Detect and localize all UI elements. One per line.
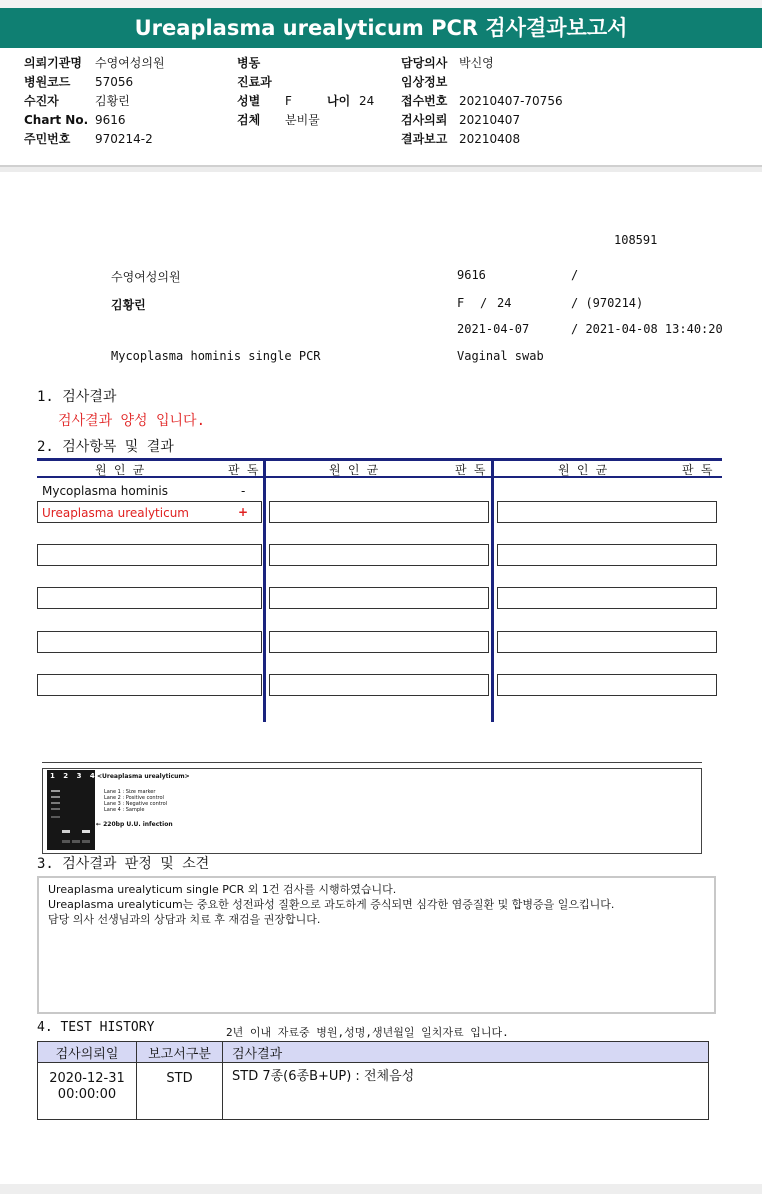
gel-band-label-text: 220bp U.U. infection [103, 821, 173, 828]
info-label: 임상정보 [401, 75, 448, 89]
info-value: 수영여성의원 [95, 56, 165, 70]
history-note: 2년 이내 자료중 병원,성명,생년월일 일치자료 입니다. [226, 1026, 509, 1039]
gel-legend-item: Lane 3 : Negative control [104, 801, 168, 807]
grid-cell [497, 587, 717, 609]
gel-legend-item: Lane 4 : Sample [104, 807, 145, 813]
gel-band-label: ← 220bp U.U. infection [96, 821, 173, 828]
info-label: Chart No. [24, 113, 89, 127]
history-header: 보고서구분 [137, 1042, 223, 1063]
opinion-box [37, 876, 716, 1014]
info-value: 20210407 [459, 113, 521, 127]
grid-header-result: 판 독 [455, 463, 486, 477]
grid-cell [37, 674, 262, 696]
report-chart: 9616 [457, 268, 486, 282]
grid-cell [269, 631, 489, 653]
organism-result: - [241, 484, 246, 498]
report-institution: 수영여성의원 [111, 270, 181, 284]
section-2-title: 2. 검사항목 및 결과 [37, 439, 174, 455]
report-title: Ureaplasma urealyticum PCR 검사결과보고서 [0, 8, 762, 48]
info-value: 분비물 [285, 113, 320, 127]
info-label: 병동 [237, 56, 261, 70]
gel-legend [104, 789, 167, 813]
grid-header-organism: 원 인 균 [329, 463, 379, 477]
history-time: 00:00:00 [57, 1087, 117, 1102]
grid-divider-2 [491, 458, 494, 722]
info-value: 9616 [95, 113, 126, 127]
history-table [37, 1041, 709, 1120]
info-label: 진료과 [237, 75, 272, 89]
grid-header-result: 판 독 [682, 463, 713, 477]
table-row [38, 1063, 709, 1120]
info-value: 57056 [95, 75, 134, 89]
grid-cell [37, 544, 262, 566]
history-date: 2020-12-31 [49, 1071, 125, 1086]
report-patient: 김황린 [111, 298, 146, 312]
report-sex-sep: / [480, 296, 488, 310]
info-label: 접수번호 [401, 94, 448, 108]
gel-top-rule-2 [42, 762, 702, 763]
history-type: STD [137, 1063, 223, 1120]
report-birth: / (970214) [571, 296, 644, 310]
report-date-received: 2021-04-07 [457, 322, 530, 336]
gel-legend-item: Lane 1 : Size marker [104, 789, 156, 795]
info-label: 결과보고 [401, 132, 448, 146]
grid-header-organism: 원 인 균 [95, 463, 145, 477]
serial-number: 108591 [614, 233, 658, 247]
opinion-line: 담당 의사 선생님과의 상담과 치료 후 재검을 권장합니다. [48, 913, 321, 926]
info-value: 24 [359, 94, 375, 108]
grid-cell [497, 501, 717, 523]
grid-header-result: 판 독 [228, 463, 259, 477]
grid-cell [497, 631, 717, 653]
info-value: 970214-2 [95, 132, 153, 146]
grid-cell [269, 674, 489, 696]
gel-lane-numbers: 1 2 3 4 [50, 772, 98, 780]
history-result: STD 7종(6종B+UP) : 전체음성 [223, 1063, 709, 1120]
info-label: 담당의사 [401, 56, 448, 70]
info-value: 김황린 [95, 94, 130, 108]
info-label: 검체 [237, 113, 261, 127]
info-label: 병원코드 [24, 75, 71, 89]
grid-cell [269, 544, 489, 566]
result-summary: 검사결과 양성 입니다. [58, 413, 206, 429]
section-1-title: 1. 검사결과 [37, 389, 117, 405]
info-band [0, 167, 762, 172]
gel-title: <Ureaplasma urealyticum> [97, 773, 190, 780]
report-chart-sep: / [571, 268, 579, 282]
report-date-reported: / 2021-04-08 13:40:20 [571, 322, 723, 336]
organism-name: Ureaplasma urealyticum [42, 506, 189, 520]
info-col-1 [24, 54, 165, 149]
page-bottom-band [0, 1184, 762, 1194]
report-test-name: Mycoplasma hominis single PCR [111, 349, 321, 363]
page-top-band [0, 0, 762, 8]
grid-cell [37, 631, 262, 653]
info-value: F [285, 94, 292, 108]
info-label: 수진자 [24, 94, 59, 108]
info-value: 20210407-70756 [459, 94, 563, 108]
info-col-3 [401, 54, 563, 149]
grid-cell [497, 544, 717, 566]
section-3-title: 3. 검사결과 판정 및 소견 [37, 856, 210, 872]
info-label: 주민번호 [24, 132, 71, 146]
opinion-line: Ureaplasma urealyticum single PCR 외 1건 검사를 시행하였습니다. [48, 883, 397, 896]
report-age: 24 [497, 296, 512, 310]
report-sex: F [457, 296, 465, 310]
info-value: 박신영 [459, 56, 494, 70]
grid-header-organism: 원 인 균 [558, 463, 608, 477]
grid-cell [497, 674, 717, 696]
organism-result: + [238, 505, 249, 519]
info-label: 나이 [327, 94, 351, 108]
organism-name: Mycoplasma hominis [42, 484, 168, 498]
opinion-line: Ureaplasma urealyticum는 중요한 성전파성 질환으로 과도하게 증식되면 심각한 염증질환 및 합병증을 일으킵니다. [48, 898, 615, 911]
history-date-cell [38, 1063, 137, 1120]
info-col-2 [237, 54, 374, 130]
section-4-title: 4. TEST HISTORY [37, 1020, 155, 1035]
info-label: 의뢰기관명 [24, 56, 82, 70]
info-value: 20210408 [459, 132, 521, 146]
grid-divider-1 [263, 458, 266, 722]
gel-image [47, 770, 95, 850]
gel-legend-item: Lane 2 : Positive control [104, 795, 164, 801]
info-label: 검사의뢰 [401, 113, 448, 127]
history-header: 검사의뢰일 [38, 1042, 137, 1063]
grid-cell [37, 587, 262, 609]
grid-cell [269, 501, 489, 523]
report-specimen: Vaginal swab [457, 349, 544, 363]
history-header: 검사결과 [223, 1042, 709, 1063]
info-label: 성별 [237, 94, 261, 108]
grid-cell [269, 587, 489, 609]
